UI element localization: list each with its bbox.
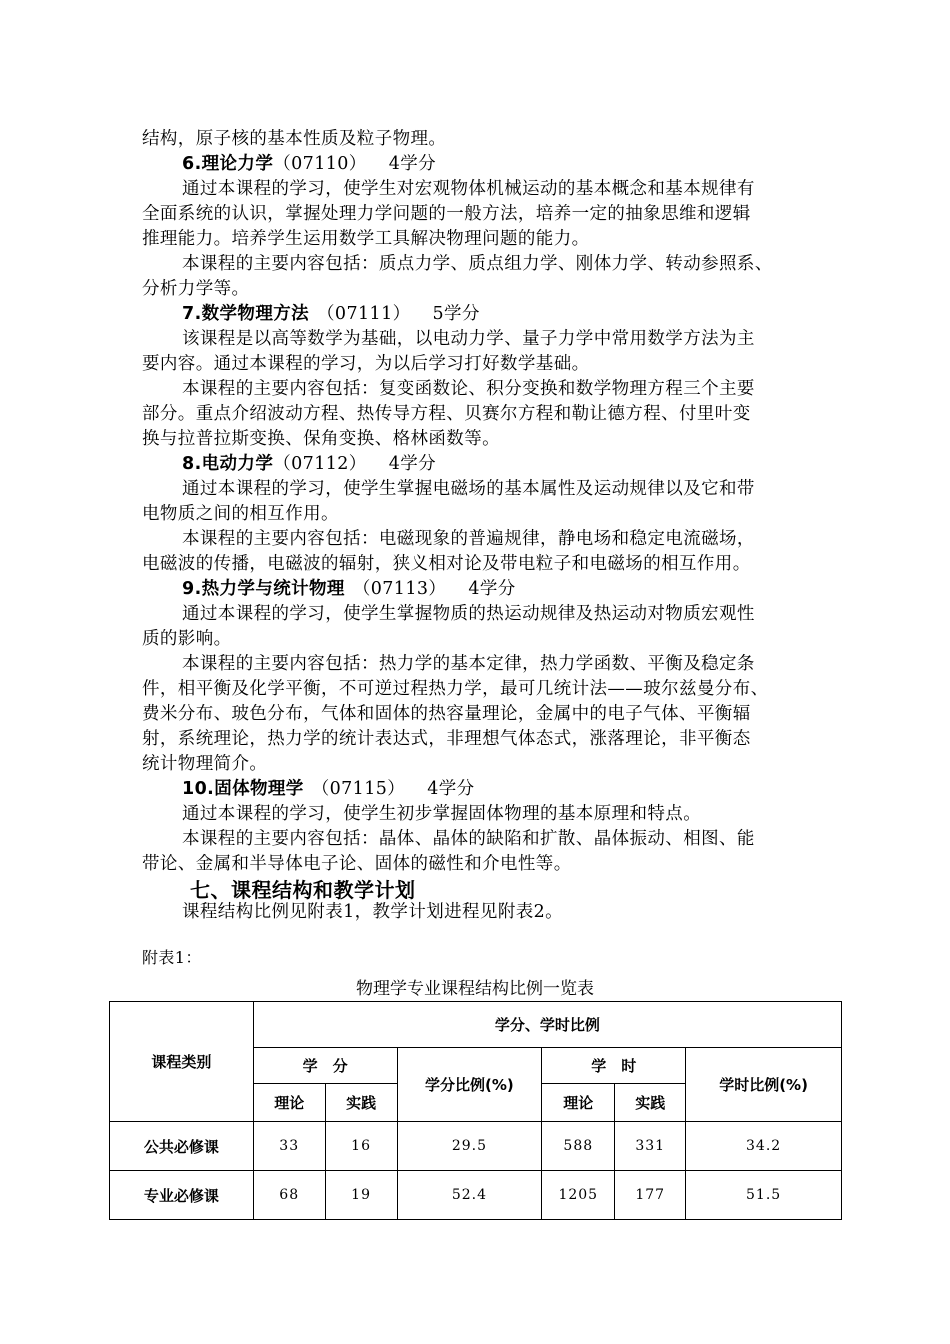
heading-credit: 4学分 (388, 154, 437, 174)
paragraph-line: 换与拉普拉斯变换、保角变换、格林函数等。 (142, 429, 500, 449)
cell-hours-theory: 1205 (542, 1171, 615, 1220)
heading-code: （07115） (311, 779, 406, 799)
paragraph-line: 本课程的主要内容包括：质点力学、质点组力学、刚体力学、转动参照系、 (182, 254, 773, 274)
header-hours-ratio: 学时比例(%) (686, 1048, 842, 1122)
paragraph-line: 射，系统理论，热力学的统计表达式，非理想气体态式，涨落理论，非平衡态 (142, 729, 751, 749)
course-heading-8 (182, 452, 436, 477)
paragraph-line: 电磁波的传播，电磁波的辐射，狭义相对论及带电粒子和电磁场的相互作用。 (142, 554, 751, 574)
heading-credit: 5学分 (432, 304, 480, 324)
header-credit-practice: 实践 (325, 1084, 397, 1122)
heading-credit: 4学分 (427, 779, 475, 799)
header-ratio-group: 学分、学时比例 (253, 1002, 841, 1048)
table-row (110, 1171, 842, 1220)
header-credit-ratio: 学分比例(%) (397, 1048, 542, 1122)
paragraph-line: 通过本课程的学习，使学生掌握电磁场的基本属性及运动规律以及它和带 (182, 479, 755, 499)
paragraph-line: 分析力学等。 (142, 279, 250, 299)
table-caption: 物理学专业课程结构比例一览表 (356, 979, 594, 999)
paragraph-line: 费米分布、玻色分布，气体和固体的热容量理论，金属中的电子气体、平衡辐 (142, 704, 751, 724)
paragraph-line: 课程结构比例见附表1，教学计划进程见附表2。 (182, 902, 564, 922)
header-credit: 学 分 (253, 1048, 397, 1084)
cell-credit-practice: 19 (325, 1171, 397, 1220)
cell-hours-theory: 588 (542, 1122, 615, 1171)
cell-credit-theory: 68 (253, 1171, 325, 1220)
heading-name: 电动力学 (201, 454, 274, 474)
paragraph-line: 该课程是以高等数学为基础，以电动力学、量子力学中常用数学方法为主 (182, 329, 755, 349)
row-category: 专业必修课 (110, 1171, 254, 1220)
heading-number: 10. (182, 779, 215, 799)
heading-name: 热力学与统计物理 (201, 579, 345, 599)
heading-code: （07112） (273, 454, 367, 474)
course-heading-7 (182, 302, 480, 327)
header-category: 课程类别 (110, 1002, 254, 1122)
row-category: 公共必修课 (110, 1122, 254, 1171)
heading-number: 6. (182, 154, 202, 174)
section-title: 七、课程结构和教学计划 (190, 878, 416, 902)
heading-credit: 4学分 (468, 579, 516, 599)
paragraph-line: 部分。重点介绍波动方程、热传导方程、贝赛尔方程和勒让德方程、付里叶变 (142, 404, 751, 424)
paragraph-line: 质的影响。 (142, 629, 232, 649)
paragraph-line: 通过本课程的学习，使学生初步掌握固体物理的基本原理和特点。 (182, 804, 702, 824)
table-row (110, 1122, 842, 1171)
cell-hours-practice: 331 (615, 1122, 686, 1171)
cell-hours-practice: 177 (615, 1171, 686, 1220)
course-heading-9 (182, 577, 516, 602)
heading-number: 9. (182, 579, 202, 599)
paragraph-line: 推理能力。培养学生运用数学工具解决物理问题的能力。 (142, 229, 590, 249)
paragraph-line: 本课程的主要内容包括：晶体、晶体的缺陷和扩散、晶体振动、相图、能 (182, 829, 755, 849)
paragraph-line: 带论、金属和半导体电子论、固体的磁性和介电性等。 (142, 854, 572, 874)
cell-hours-ratio: 51.5 (686, 1171, 842, 1220)
heading-number: 8. (182, 454, 202, 474)
cell-hours-ratio: 34.2 (686, 1122, 842, 1171)
paragraph-line: 本课程的主要内容包括：热力学的基本定律，热力学函数、平衡及稳定条 (182, 654, 755, 674)
paragraph-line: 通过本课程的学习，使学生掌握物质的热运动规律及热运动对物质宏观性 (182, 604, 755, 624)
header-hours-theory: 理论 (542, 1084, 615, 1122)
heading-name: 数学物理方法 (201, 304, 310, 324)
course-heading-10 (182, 777, 475, 802)
paragraph-line: 本课程的主要内容包括：电磁现象的普遍规律，静电场和稳定电流磁场， (182, 529, 755, 549)
appendix-label: 附表1： (142, 948, 202, 967)
header-hours-practice: 实践 (615, 1084, 686, 1122)
heading-number: 7. (182, 304, 202, 324)
heading-code: （07111） (317, 304, 411, 324)
heading-name: 理论力学 (201, 154, 274, 174)
paragraph-line: 统计物理简介。 (142, 754, 268, 774)
cell-credit-practice: 16 (325, 1122, 397, 1171)
paragraph-line: 要内容。通过本课程的学习，为以后学习打好数学基础。 (142, 354, 590, 374)
paragraph-line: 件，相平衡及化学平衡，不可逆过程热力学，最可几统计法——玻尔兹曼分布、 (142, 679, 769, 699)
cell-credit-ratio: 52.4 (397, 1171, 542, 1220)
course-heading-6 (182, 152, 436, 177)
cell-credit-theory: 33 (253, 1122, 325, 1171)
heading-code: （07113） (352, 579, 447, 599)
cell-credit-ratio: 29.5 (397, 1122, 542, 1171)
paragraph-line: 全面系统的认识，掌握处理力学问题的一般方法，培养一定的抽象思维和逻辑 (142, 204, 751, 224)
header-credit-theory: 理论 (253, 1084, 325, 1122)
paragraph-line: 电物质之间的相互作用。 (142, 504, 339, 524)
heading-code: （07110） (273, 154, 367, 174)
course-structure-table (109, 1001, 842, 1220)
paragraph-line: 本课程的主要内容包括：复变函数论、积分变换和数学物理方程三个主要 (182, 379, 755, 399)
header-hours: 学 时 (542, 1048, 686, 1084)
heading-name: 固体物理学 (214, 779, 304, 799)
heading-credit: 4学分 (388, 454, 437, 474)
paragraph-line: 通过本课程的学习，使学生对宏观物体机械运动的基本概念和基本规律有 (182, 179, 755, 199)
paragraph-line: 结构，原子核的基本性质及粒子物理。 (142, 129, 447, 149)
